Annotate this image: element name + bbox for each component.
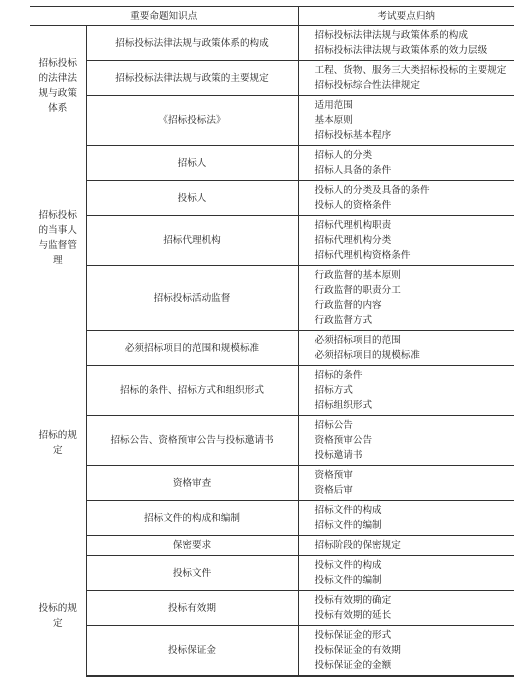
table-row [30, 626, 514, 677]
summary-line: 投标有效期的确定 [314, 595, 392, 606]
table-row [30, 96, 514, 146]
category-cell [30, 556, 86, 677]
summary-cell [298, 216, 514, 266]
table-row [30, 536, 514, 556]
key-point-cell: 招标代理机构 [86, 216, 298, 266]
summary-cell [298, 591, 514, 626]
table-row [30, 416, 514, 466]
category-cell [30, 331, 86, 556]
table-row [30, 591, 514, 626]
summary-line: 资格后审 [314, 485, 353, 496]
summary-line: 投标保证金的有效期 [314, 645, 401, 656]
key-point-cell: 招标的条件、招标方式和组织形式 [86, 366, 298, 416]
summary-cell [298, 26, 514, 61]
table-body [30, 26, 514, 677]
summary-cell [298, 536, 514, 556]
category-label: 招标投标的法律法规与政策体系 [38, 57, 77, 114]
summary-cell [298, 366, 514, 416]
summary-line: 招标组织形式 [314, 400, 373, 411]
summary-line: 资格预审 [314, 470, 353, 481]
summary-line: 投标保证金的形式 [314, 630, 392, 641]
summary-line: 招标代理机构职责 [314, 220, 392, 231]
summary-line: 招标投标综合性法律规定 [314, 80, 421, 91]
summary-line: 招标方式 [314, 385, 353, 396]
key-point-cell: 投标人 [86, 181, 298, 216]
key-point-cell: 投标文件 [86, 556, 298, 591]
table-row [30, 216, 514, 266]
summary-line: 必须招标项目的规模标准 [314, 350, 421, 361]
summary-line: 资格预审公告 [314, 435, 373, 446]
summary-line: 投标人的分类及具备的条件 [314, 185, 430, 196]
summary-line: 招标文件的编制 [314, 520, 382, 531]
summary-line: 招标人的分类 [314, 150, 373, 161]
key-point-cell: 招标人 [86, 146, 298, 181]
summary-line: 投标文件的编制 [314, 575, 382, 586]
summary-line: 投标有效期的延长 [314, 610, 392, 621]
header-exam-summary: 考试要点归纳 [298, 7, 514, 26]
category-cell [30, 146, 86, 331]
key-point-cell: 投标保证金 [86, 626, 298, 677]
summary-line: 工程、货物、服务三大类招标投标的主要规定 [314, 65, 507, 76]
summary-line: 招标投标法律法规与政策体系的效力层级 [314, 45, 488, 56]
key-point-cell: 招标公告、资格预审公告与投标邀请书 [86, 416, 298, 466]
summary-line: 招标代理机构资格条件 [314, 250, 411, 261]
knowledge-summary-document [30, 6, 514, 677]
table-row [30, 266, 514, 331]
summary-line: 投标保证金的金额 [314, 660, 392, 671]
key-point-cell: 招标投标活动监督 [86, 266, 298, 331]
key-point-cell: 资格审查 [86, 466, 298, 501]
category-label: 招标投标的当事人与监督管理 [38, 210, 77, 266]
table-row [30, 61, 514, 96]
key-point-cell: 《招标投标法》 [86, 96, 298, 146]
category-cell [30, 26, 86, 146]
table-row [30, 366, 514, 416]
summary-cell [298, 416, 514, 466]
summary-line: 投标人的资格条件 [314, 200, 392, 211]
key-point-cell: 投标有效期 [86, 591, 298, 626]
table-row [30, 556, 514, 591]
table-row [30, 26, 514, 61]
summary-line: 投标文件的构成 [314, 560, 382, 571]
key-point-cell: 保密要求 [86, 536, 298, 556]
table-row [30, 501, 514, 536]
knowledge-table [30, 6, 514, 677]
summary-line: 招标投标基本程序 [314, 130, 392, 141]
table-row [30, 146, 514, 181]
summary-cell [298, 626, 514, 677]
summary-cell [298, 501, 514, 536]
summary-cell [298, 556, 514, 591]
summary-line: 行政监督的职责分工 [314, 285, 401, 296]
summary-line: 基本原则 [314, 115, 353, 126]
summary-line: 适用范围 [314, 100, 353, 111]
category-label: 招标的规定 [38, 430, 77, 456]
summary-line: 行政监督的内容 [314, 300, 382, 311]
summary-line: 行政监督方式 [314, 315, 373, 326]
header-key-points: 重要命题知识点 [30, 7, 298, 26]
summary-line: 招标公告 [314, 420, 353, 431]
summary-line: 行政监督的基本原则 [314, 270, 401, 281]
key-point-cell: 招标文件的构成和编制 [86, 501, 298, 536]
summary-cell [298, 96, 514, 146]
summary-cell [298, 181, 514, 216]
key-point-cell: 招标投标法律法规与政策体系的构成 [86, 26, 298, 61]
summary-cell [298, 331, 514, 366]
summary-line: 必须招标项目的范围 [314, 335, 401, 346]
summary-line: 投标邀请书 [314, 450, 363, 461]
summary-cell [298, 266, 514, 331]
summary-cell [298, 61, 514, 96]
table-row [30, 466, 514, 501]
table-row [30, 331, 514, 366]
key-point-cell: 必须招标项目的范围和规模标准 [86, 331, 298, 366]
category-label: 投标的规定 [38, 602, 77, 629]
key-point-cell: 招标投标法律法规与政策的主要规定 [86, 61, 298, 96]
summary-line: 招标阶段的保密规定 [314, 540, 401, 551]
table-header [30, 7, 514, 26]
summary-line: 招标投标法律法规与政策体系的构成 [314, 30, 468, 41]
summary-line: 招标的条件 [314, 370, 363, 381]
table-row [30, 181, 514, 216]
summary-cell [298, 146, 514, 181]
summary-line: 招标人具备的条件 [314, 165, 392, 176]
summary-line: 招标文件的构成 [314, 505, 382, 516]
summary-line: 招标代理机构分类 [314, 235, 392, 246]
summary-cell [298, 466, 514, 501]
